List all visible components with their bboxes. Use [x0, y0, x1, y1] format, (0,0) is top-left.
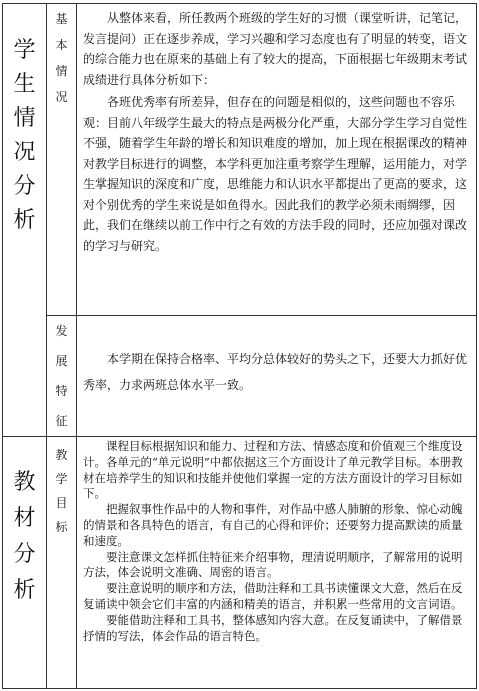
paragraph: 课程目标根据知识和能力、过程和方法、情感态度和价值观三个维度设计。各单元的“单元说明”中都依据这三个方面设计了单元教学目标。本册教材在培养学生的知识和技能并使他们掌握一定的方法方面设计的学习目标如下。	[83, 439, 463, 501]
paragraph: 本学期在保持合格率、平均分总体较好的势头之下，还要大力抓好优秀率，力求两班总体水平一致。	[83, 352, 468, 392]
section-cell-textbook	[3, 437, 47, 689]
paragraph: 把握叙事性作品中的人物和事件，对作品中感人肺腑的形象、惊心动魄的情景和各具特色的语言，有自己的心得和评价；还要努力提高默读的质量和速度。	[83, 502, 463, 548]
basic-situation-text	[77, 4, 476, 256]
subsection-label-cell	[47, 437, 77, 689]
analysis-table	[2, 3, 477, 689]
development-text	[77, 316, 476, 398]
subsection-label-cell	[47, 316, 77, 437]
subsection-label-development: 发 展 特 征	[55, 324, 68, 428]
paragraph: 要注意课文怎样抓住特征来介绍事物，理清说明顺序，了解常用的说明方法，体会说明文准确、周密的语言。	[83, 549, 463, 580]
table-row	[3, 4, 477, 316]
content-cell	[77, 4, 477, 316]
table-row	[3, 437, 477, 689]
subsection-label-goals: 教 学 目 标	[55, 448, 68, 534]
subsection-label-cell	[47, 4, 77, 316]
table-row	[3, 316, 477, 437]
content-cell	[77, 437, 477, 689]
paragraph: 各班优秀率有所差异，但存在的问题是相似的，这些问题也不容乐观：目前八年级学生最大的特点是两极分化严重，大部分学生学习自觉性不强，随着学生年龄的增长和知识难度的增加，加上现在根据课改的精神对教学目标进行的调整，本学科更加注重考察学生理解，运用能力，对学生掌握知识的深度和广度，思维能力和认识水平都提出了更高的要求，这对个别优秀的学生来说是如鱼得水。因此我们的教学必须未雨绸缪，因此，我们在继续以前工作中行之有效的方法手段的同时，还应加强对课改的学习与研究。	[83, 95, 468, 253]
section-title-student: 学 生 情 况 分 析	[13, 38, 36, 233]
section-cell-student	[3, 4, 47, 437]
paragraph: 要注意说明的顺序和方法，借助注释和工具书读懂课文大意，然后在反复诵读中领会它们丰富的内涵和精美的语言，并积累一些常用的文言词语。	[83, 581, 463, 611]
paragraph: 从整体来看，所任教两个班级的学生好的习惯（课堂听讲，记笔记，发言提问）正在逐步养成，学习兴趣和学习态度也有了明显的转变，语文的综合能力也在原来的基础上有了较大的提高，下面根据七年级期末考试成绩进行具体分析如下：	[83, 11, 468, 87]
paragraph: 要能借助注释和工具书，整体感知内容大意。在反复诵读中，了解借景抒情的写法，体会作品的语言特色。	[83, 612, 463, 643]
section-title-textbook: 教 材 分 析	[13, 470, 36, 603]
content-cell	[77, 316, 477, 437]
teaching-goals-text	[77, 437, 476, 644]
subsection-label-basic: 基 本 情 况	[55, 12, 68, 104]
